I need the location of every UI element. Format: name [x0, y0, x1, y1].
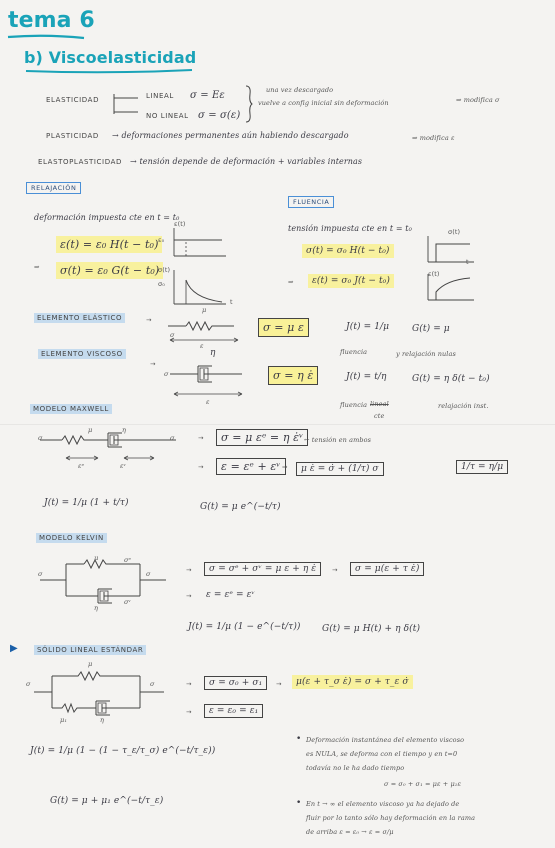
solido-bullet1-b: es NULA, se deforma con el tiempo y en t=0 [306, 750, 458, 758]
relajacion-plot-bottom-y: σ(t) [158, 266, 171, 274]
relajacion-eq1: ε(t) = ε₀ H(t − t₀) [56, 236, 162, 253]
maxwell-eq2b: μ ε̇ = σ̇ + (1/τ) σ [296, 462, 384, 476]
def-no-lineal-eq: σ = σ(ε) [198, 110, 241, 121]
solido-bullet1-a: Deformación instantánea del elemento viscoso [306, 736, 465, 744]
kelvin-g: G(t) = μ H(t) + η δ(t) [322, 624, 421, 634]
solido-g: G(t) = μ + μ₁ e^(−t/τ_ε) [50, 796, 164, 806]
relajacion-plot-top-y: ε(t) [174, 220, 186, 228]
viscoso-note2-strike: lineal [370, 400, 389, 408]
label-modelo-kelvin: MODELO KELVIN [36, 533, 107, 543]
kelvin-j: J(t) = 1/μ (1 − e^(−t/τ)) [188, 622, 301, 632]
viscoso-note2: fluencia [340, 401, 368, 409]
maxwell-sigma-left: σ [38, 434, 43, 442]
fluencia-eq2: ε(t) = σ₀ J(t − t₀) [308, 274, 394, 288]
relajacion-plot-t: t [230, 298, 233, 306]
label-modelo-maxwell: MODELO MAXWELL [30, 404, 112, 414]
bullet-1: • [296, 734, 302, 744]
maxwell-eq1-note: ← tensión en ambos [304, 436, 372, 444]
bullet-2: • [296, 798, 302, 808]
arrow-glyph: → [186, 708, 192, 716]
solido-mu1: μ₁ [60, 716, 68, 724]
kelvin-eq2: ε = εᵉ = εᵛ [206, 590, 255, 600]
def-lineal-eq: σ = Eε [190, 90, 225, 101]
maxwell-eps-e: εᵉ [78, 462, 85, 470]
spring-diagram [164, 314, 244, 350]
paper-fold [0, 424, 555, 425]
elastico-mu: μ [202, 306, 207, 314]
fluencia-desc: tensión impuesta cte en t = t₀ [288, 224, 412, 233]
arrow-glyph: → [198, 463, 204, 471]
kelvin-diagram [36, 552, 172, 612]
def-elastoplasticidad-desc: → tensión depende de deformación + variables internas [130, 157, 363, 166]
section-underline [24, 68, 194, 74]
maxwell-tau: 1/τ = η/μ [456, 460, 508, 474]
viscoso-j: J(t) = t/η [346, 372, 387, 382]
fluencia-eq1: σ(t) = σ₀ H(t − t₀) [302, 244, 394, 258]
solido-sigma-right: σ [150, 680, 155, 688]
arrow-glyph: → [186, 680, 192, 688]
fluencia-plot-top-y: σ(t) [448, 228, 461, 236]
elastico-g: G(t) = μ [412, 324, 450, 334]
elastico-sigma: σ [170, 331, 175, 339]
elastico-j: J(t) = 1/μ [346, 322, 390, 332]
dashpot-diagram [166, 360, 250, 402]
relajacion-plot-top-val: ε₀ [158, 236, 165, 244]
bracket-arrows [112, 92, 142, 118]
relajacion-eq2: σ(t) = ε₀ G(t − t₀) [56, 262, 163, 279]
solido-eq1b: μ(ε + τ_σ ε̇) = σ + τ_ε σ̇ [292, 675, 413, 689]
def-elasticidad: ELASTICIDAD [46, 96, 100, 104]
arrow-glyph: → [276, 680, 282, 688]
relajacion-implies: ⇒ [34, 263, 40, 271]
maxwell-eta: η [122, 426, 126, 434]
maxwell-g: G(t) = μ e^(−t/τ) [200, 502, 281, 512]
viscoso-g: G(t) = η δ(t − t₀) [412, 374, 490, 384]
arrow-glyph: → [150, 360, 156, 368]
arrow-glyph: → [186, 592, 192, 600]
maxwell-mu: μ [88, 426, 93, 434]
fluencia-plots [420, 232, 480, 304]
def-elast-arrow: ⇒ modifica σ [456, 96, 500, 104]
solido-mu: μ [88, 660, 93, 668]
solido-eq2: ε = ε₀ = ε₁ [204, 704, 263, 718]
arrow-glyph: → [332, 566, 338, 574]
curly-brace [244, 84, 254, 124]
fluencia-plot-bottom-y: ε(t) [428, 270, 440, 278]
elastico-eq: σ = μ ε [258, 318, 309, 337]
maxwell-eq1: σ = μ εᵉ = η ε̇ᵛ [216, 429, 308, 446]
relajacion-plots [166, 222, 238, 308]
solido-j: J(t) = 1/μ (1 − (1 − τ_ε/τ_σ) e^(−t/τ_ε)) [30, 746, 216, 756]
label-elemento-elastico: ELEMENTO ELÁSTICO [34, 313, 125, 323]
solido-sigma-left: σ [26, 680, 31, 688]
maxwell-sigma-right: σ [170, 434, 175, 442]
solido-bullet2-a: En t → ∞ el elemento viscoso ya ha dejado de [306, 800, 460, 808]
def-plasticidad-arrow: ⇒ modifica ε [412, 134, 455, 142]
label-fluencia: FLUENCIA [288, 196, 334, 208]
def-elast-note2: vuelve a config inicial sin deformación [258, 99, 389, 107]
def-elast-note1: una vez descargado [266, 86, 334, 94]
kelvin-eq1: σ = σᵉ + σᵛ = μ ε + η ε̇ [204, 562, 321, 576]
viscoso-note2b: relajación inst. [438, 402, 489, 410]
solido-bullet2-b: fluir por lo tanto sólo hay deformación en la rama [306, 814, 476, 822]
def-lineal: LINEAL [146, 92, 174, 100]
kelvin-sigma-v: σᵛ [124, 598, 132, 606]
def-plasticidad: PLASTICIDAD [46, 132, 99, 140]
viscoso-eta: η [210, 348, 216, 358]
maxwell-eq2: ε = εᵉ + εᵛ [216, 458, 286, 475]
maxwell-eps-v: εᵛ [120, 462, 127, 470]
solido-diagram [30, 662, 170, 724]
relajacion-plot-bottom-val: σ₀ [158, 280, 165, 288]
bullet-arrow-marker: ▶ [10, 643, 18, 654]
kelvin-sigma-right: σ [146, 570, 151, 578]
label-elemento-viscoso: ELEMENTO VISCOSO [38, 349, 126, 359]
viscoso-note2-cte: cte [374, 412, 385, 420]
arrow-glyph: → [198, 434, 204, 442]
label-relajacion: RELAJACIÓN [26, 182, 81, 194]
solido-bullet1-c: todavía no le ha dado tiempo [306, 764, 405, 772]
page-title: tema 6 [8, 8, 95, 33]
def-elastoplasticidad: ELASTOPLASTICIDAD [38, 158, 122, 166]
fluencia-implies: ⇒ [288, 278, 294, 286]
arrow-glyph: → [146, 316, 152, 324]
maxwell-j: J(t) = 1/μ (1 + t/τ) [44, 498, 129, 508]
elastico-eps: ε [200, 342, 204, 350]
viscoso-note1b: y relajación nulas [396, 350, 456, 358]
def-no-lineal: NO LINEAL [146, 112, 189, 120]
kelvin-sigma-e: σᵉ [124, 556, 132, 564]
solido-bullet1-eq: σ = σ₀ + σ₁ = με + μ₁ε [384, 780, 462, 788]
fluencia-plot-t: t [466, 258, 469, 266]
title-underline [6, 34, 86, 40]
kelvin-eq1b: σ = μ(ε + τ ε̇) [350, 562, 424, 576]
solido-eq1: σ = σ₀ + σ₁ [204, 676, 267, 690]
def-plasticidad-desc: → deformaciones permanentes aún habiendo descargado [112, 131, 349, 140]
relajacion-desc: deformación impuesta cte en t = t₀ [34, 213, 180, 222]
arrow-glyph: → [186, 566, 192, 574]
solido-eta: η [100, 716, 104, 724]
kelvin-eta: η [94, 604, 98, 612]
kelvin-mu: μ [94, 554, 99, 562]
viscoso-eps: ε [206, 398, 210, 406]
maxwell-diagram [36, 426, 182, 470]
implies-glyph: ⇒ [282, 463, 288, 471]
label-solido-lineal: SÓLIDO LINEAL ESTÁNDAR [34, 645, 146, 655]
solido-bullet2-c: de arriba ε = ε₀ → ε = σ/μ [306, 828, 394, 836]
viscoso-note1: fluencia [340, 348, 368, 356]
viscoso-eq: σ = η ε̇ [268, 366, 318, 385]
viscoso-sigma: σ [164, 370, 169, 378]
section-title: b) Viscoelasticidad [24, 48, 197, 67]
kelvin-sigma-left: σ [38, 570, 43, 578]
